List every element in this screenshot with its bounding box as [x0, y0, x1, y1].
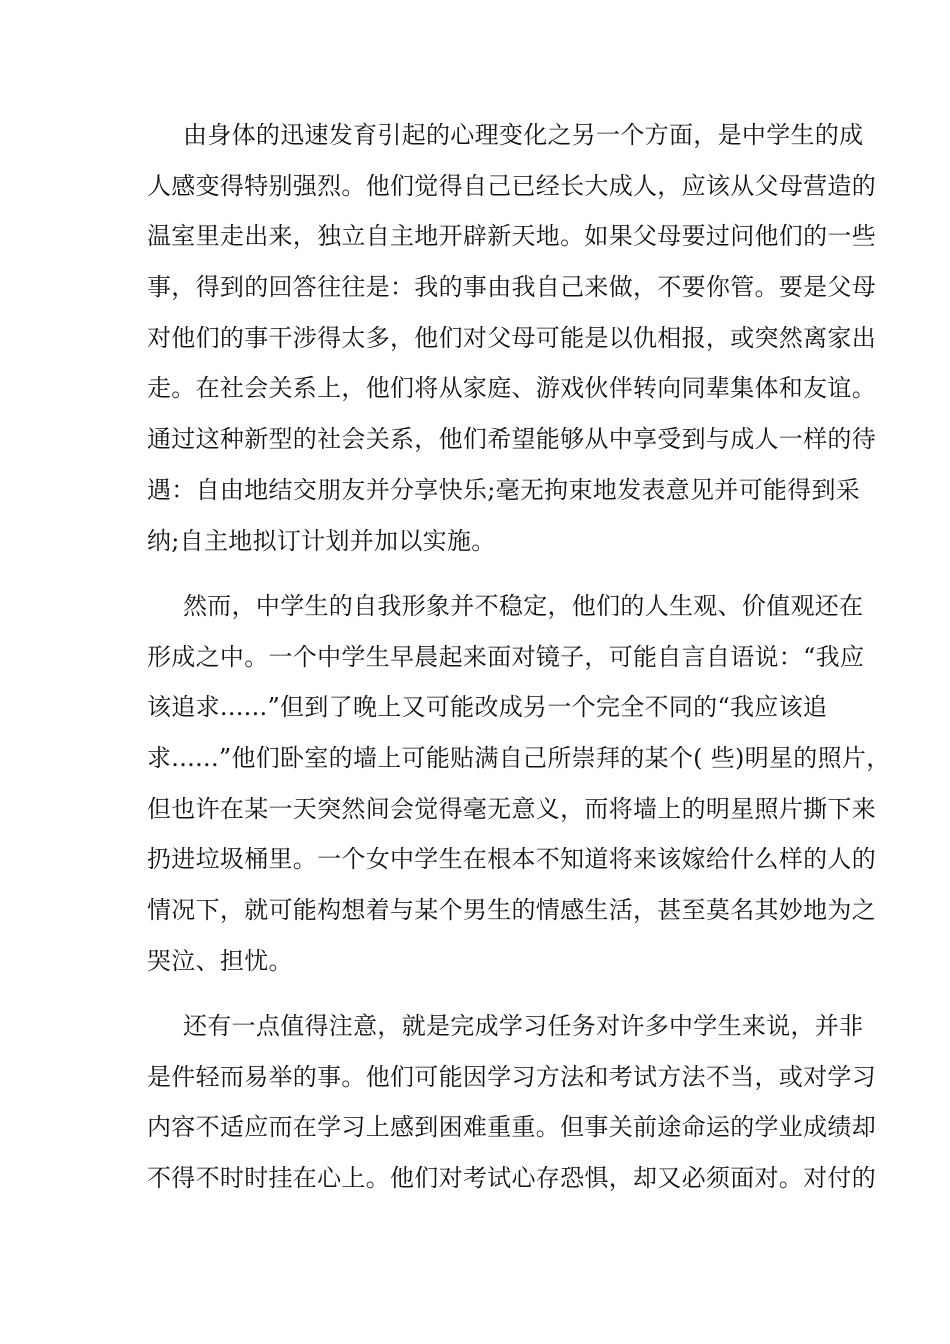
text-line: 还有一点值得注意，就是完成学习任务对许多中学生来说，并非 — [183, 1012, 864, 1040]
text-line: 扔进垃圾桶里。一个女中学生在根本不知道将来该嫁给什么样的人的 — [147, 845, 876, 874]
text-line: 求......”他们卧室的墙上可能贴满自己所崇拜的某个( 些)明星的照片， — [147, 744, 891, 773]
text-line: 遇：自由地结交朋友并分享快乐;毫无拘束地发表意见并可能得到采 — [147, 475, 861, 504]
text-line: 通过这种新型的社会关系，他们希望能够从中享受到与成人一样的待 — [147, 425, 876, 454]
paragraph-2 — [147, 581, 891, 987]
text-line: 人感变得特别强烈。他们觉得自己已经长大成人，应该从父母营造的 — [147, 171, 876, 200]
text-line: 情况下，就可能构想着与某个男生的情感生活，甚至莫名其妙地为之 — [147, 896, 876, 925]
text-line: 事，得到的回答往往是：我的事由我自己来做，不要你管。要是父母 — [147, 273, 876, 302]
text-line: 然而，中学生的自我形象并不稳定，他们的人生观、价值观还在 — [183, 592, 864, 620]
paragraph-1 — [147, 110, 876, 566]
text-line: 纳;自主地拟订计划并加以实施。 — [147, 526, 496, 555]
text-line: 该追求......”但到了晚上又可能改成另一个完全不同的“我应该追 — [147, 693, 828, 722]
text-line: 是件轻而易举的事。他们可能因学习方法和考试方法不当，或对学习 — [147, 1062, 876, 1091]
text-line: 哭泣、担忧。 — [147, 946, 293, 975]
text-line: 但也许在某一天突然间会觉得毫无意义，而将墙上的明星照片撕下来 — [147, 794, 876, 823]
text-line: 走。在社会关系上，他们将从家庭、游戏伙伴转向同辈集体和友谊。 — [147, 374, 876, 403]
paragraph-3 — [147, 1001, 876, 1204]
text-line: 温室里走出来，独立自主地开辟新天地。如果父母要过问他们的一些 — [147, 222, 876, 251]
text-line: 形成之中。一个中学生早晨起来面对镜子，可能自言自语说：“我应 — [147, 642, 865, 671]
text-line: 对他们的事干涉得太多，他们对父母可能是以仇相报，或突然离家出 — [147, 323, 876, 352]
text-line: 不得不时时挂在心上。他们对考试心存恐惧，却又必须面对。对付的 — [147, 1164, 876, 1193]
text-line: 内容不适应而在学习上感到困难重重。但事关前途命运的学业成绩却 — [147, 1113, 876, 1142]
text-line: 由身体的迅速发育引起的心理变化之另一个方面，是中学生的成 — [183, 121, 864, 149]
